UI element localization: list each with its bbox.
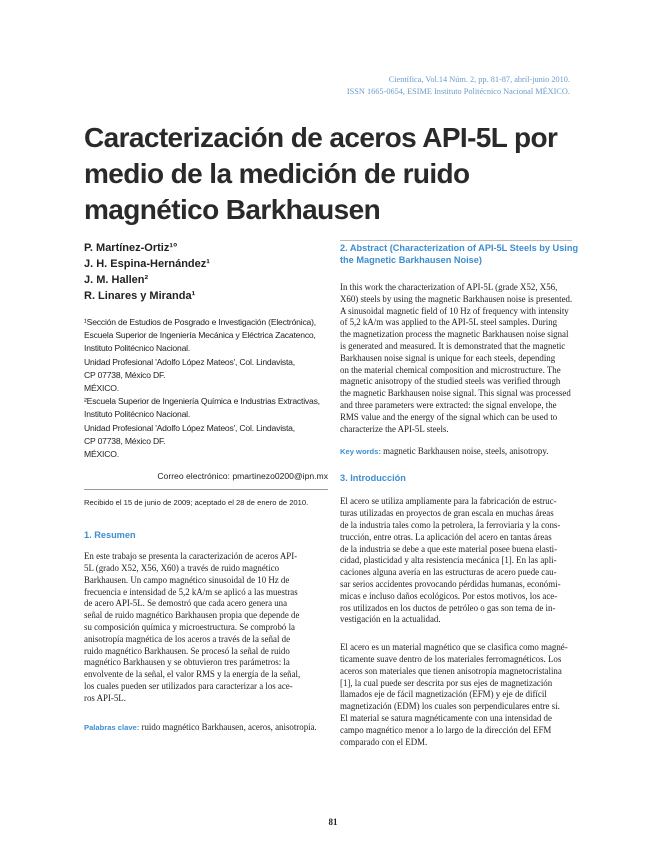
- title-line: Caracterización de aceros API-5L por: [84, 122, 558, 153]
- page-number: 81: [328, 817, 338, 827]
- affiliation-line: Escuela Superior de Ingeniería Mecánica y Eléctrica Zacatenco,: [84, 330, 316, 341]
- text-line: X60) steels by using the magnetic Barkhausen noise is presented.: [340, 293, 573, 304]
- paper-title: [84, 120, 558, 228]
- introduccion-paragraph-1: [340, 496, 572, 626]
- text-line: vestigación en la actualidad.: [340, 614, 441, 625]
- text-line: El acero se utiliza ampliamente para la fabricación de estruc-: [340, 496, 557, 507]
- text-line: the magnetization process the magnetic Barkhausen noise signal: [340, 329, 569, 340]
- abstract-keywords: [340, 445, 572, 458]
- received-date: Recibido el 15 de junio de 2009; aceptado el 28 de enero de 2010.: [84, 498, 309, 508]
- affiliation-line: Unidad Profesional 'Adolfo López Mateos', Col. Lindavista,: [84, 422, 295, 433]
- text-line: A sinusoidal magnetic field of 10 Hz of frequency with intensity: [340, 305, 569, 316]
- text-line: de la industria tales como la petrolera, la ferroviaria y la cons-: [340, 519, 561, 530]
- keywords-text: ruido magnético Barkhausen, aceros, anisotropía.: [139, 721, 317, 732]
- text-line: is generated and measured. It is demonstrated that the magnetic: [340, 340, 566, 351]
- text-line: los cuales pueden ser utilizados para caracterizar a los ace-: [84, 681, 293, 691]
- text-line: caciones alguna avería en las estructuras de acero puede cau-: [340, 567, 557, 578]
- text-line: and three parameters were extracted: the signal envelope, the: [340, 399, 557, 410]
- affiliation-line: Instituto Politécnico Nacional.: [84, 343, 191, 354]
- text-line: El material se satura magnéticamente con una intensidad de: [340, 712, 552, 723]
- text-line: anisotropía magnética de los aceros a través de la señal de: [84, 633, 291, 644]
- text-line: RMS value and the energy of the signal which can be used to: [340, 411, 558, 422]
- resumen-keywords: [84, 721, 328, 734]
- journal-header-line1: Científica, Vol.14 Núm. 2, pp. 81-87, abril-junio 2010.: [388, 75, 570, 84]
- affiliation-line: ¹Sección de Estudios de Posgrado e Investigación (Electrónica),: [84, 317, 316, 327]
- text-line: the magnetic Barkhausen noise signal. This signal was processed: [340, 388, 571, 399]
- text-line: cidad, plasticidad y alta resistencia mecánica [1]. En las apli-: [340, 555, 557, 566]
- affiliation-line: Instituto Politécnico Nacional.: [84, 409, 191, 420]
- abstract-heading: [340, 242, 579, 266]
- introduccion-paragraph-2: [340, 642, 572, 748]
- affiliations: [84, 316, 328, 461]
- divider: [84, 489, 328, 490]
- text-line: Barkhausen. Un campo magnético sinusoidal de 10 Hz de: [84, 574, 290, 585]
- author: R. Linares y Miranda¹: [84, 290, 196, 302]
- text-line: ros utilizados en los ductos de petróleo o gas son tema de in-: [340, 602, 556, 613]
- text-line: of 5,2 kA/m was applied to the API-5L steel samples. During: [340, 317, 558, 328]
- text-line: ticamente suave dentro de los materiales ferromagnéticos. Los: [340, 653, 562, 664]
- text-line: señal de ruido magnético Barkhausen propia que depende de: [84, 610, 300, 621]
- author: P. Martínez-Ortiz¹°: [84, 242, 178, 254]
- text-line: [1], la cual puede ser descrita por sus ejes de magnetización: [340, 677, 553, 688]
- text-line: envolvente de la señal, el valor RMS y la energía de la señal,: [84, 669, 301, 680]
- affiliation-line: Unidad Profesional 'Adolfo López Mateos', Col. Lindavista,: [84, 356, 295, 367]
- affiliation-line: ²Escuela Superior de Ingeniería Química e Industrias Extractivas,: [84, 396, 320, 407]
- keywords-label: Key words:: [340, 447, 381, 457]
- text-line: on the material chemical composition and microstructure. The: [340, 364, 561, 375]
- author: J. M. Hallen²: [84, 274, 149, 286]
- introduccion-heading: 3. Introducción: [340, 473, 406, 484]
- affiliation-line: MÉXICO.: [84, 383, 119, 394]
- resumen-heading: 1. Resumen: [84, 530, 136, 541]
- text-line: turas utilizadas en proyectos de gran escala en muchas áreas: [340, 508, 554, 519]
- affiliation-line: CP 07738, México DF.: [84, 369, 166, 380]
- keywords-text: magnetic Barkhausen noise, steels, anisotropy.: [380, 446, 549, 457]
- title-line: magnético Barkhausen: [84, 194, 381, 225]
- resumen-text: [84, 551, 328, 704]
- text-line: characterize the API-5L steels.: [340, 423, 449, 434]
- text-line: magnético Barkhausen y se obtuvieron tres parámetros: la: [84, 657, 290, 668]
- text-line: su composición química y microestructura. Se comprobó la: [84, 622, 295, 633]
- text-line: de la industria se debe a que este material posee buena elasti-: [340, 543, 558, 554]
- text-line: ros API-5L.: [84, 692, 126, 703]
- author-list: [84, 240, 328, 304]
- affiliation-line: CP 07738, México DF.: [84, 435, 166, 446]
- text-line: En este trabajo se presenta la caracterización de aceros API-: [84, 551, 298, 562]
- text-line: aceros son materiales que tienen anisotropía magnetocristalina: [340, 665, 562, 676]
- text-line: llamados eje de fácil magnetización (EFM) y eje de difícil: [340, 689, 547, 700]
- text-line: In this work the characterization of API-5L (grade X52, X56,: [340, 282, 558, 292]
- text-line: comparado con el EDM.: [340, 736, 428, 747]
- text-line: magnetización (EDM) los cuales son perpendiculares entre sí.: [340, 701, 560, 712]
- title-line: medio de la medición de ruido: [84, 158, 470, 189]
- text-line: El acero es un material magnético que se clasifica como magné-: [340, 642, 568, 653]
- heading-line: the Magnetic Barkhausen Noise): [340, 255, 482, 265]
- text-line: campo magnético menor a lo largo de la dirección del EFM: [340, 724, 552, 735]
- heading-line: 2. Abstract (Characterization of API-5L Steels by Using: [340, 243, 579, 253]
- text-line: ruido magnético Barkhausen. Se procesó la señal de ruido: [84, 645, 290, 656]
- abstract-text: [340, 282, 572, 435]
- text-line: sar serios accidentes provocando pérdidas humanas, económi-: [340, 578, 561, 589]
- text-line: de acero API-5L. Se demostró que cada acero genera una: [84, 598, 288, 609]
- text-line: frecuencia e intensidad de 5,2 kA/m se aplicó a las muestras: [84, 586, 298, 597]
- text-line: magnetic anisotropy of the studied steels was verified through: [340, 376, 561, 387]
- text-line: micas e incluso daños ecológicos. Por estos motivos, los ace-: [340, 590, 558, 601]
- text-line: 5L (grado X52, X56, X60) a través de ruido magnético: [84, 563, 280, 574]
- journal-header-line2: ISSN 1665-0654, ESIME Instituto Politécnico Nacional MÉXICO.: [346, 87, 570, 96]
- text-line: Barkhausen noise signal is unique for each steels, depending: [340, 352, 556, 363]
- keywords-label: Palabras clave:: [84, 722, 140, 732]
- contact-email: Correo electrónico: pmartinezo0200@ipn.mx: [157, 471, 328, 482]
- right-column: [340, 240, 579, 748]
- left-column: [84, 240, 328, 734]
- affiliation-line: MÉXICO.: [84, 449, 119, 460]
- text-line: trucción, entre otras. La aplicación del acero en tantas áreas: [340, 531, 552, 542]
- author: J. H. Espina-Hernández¹: [84, 258, 210, 270]
